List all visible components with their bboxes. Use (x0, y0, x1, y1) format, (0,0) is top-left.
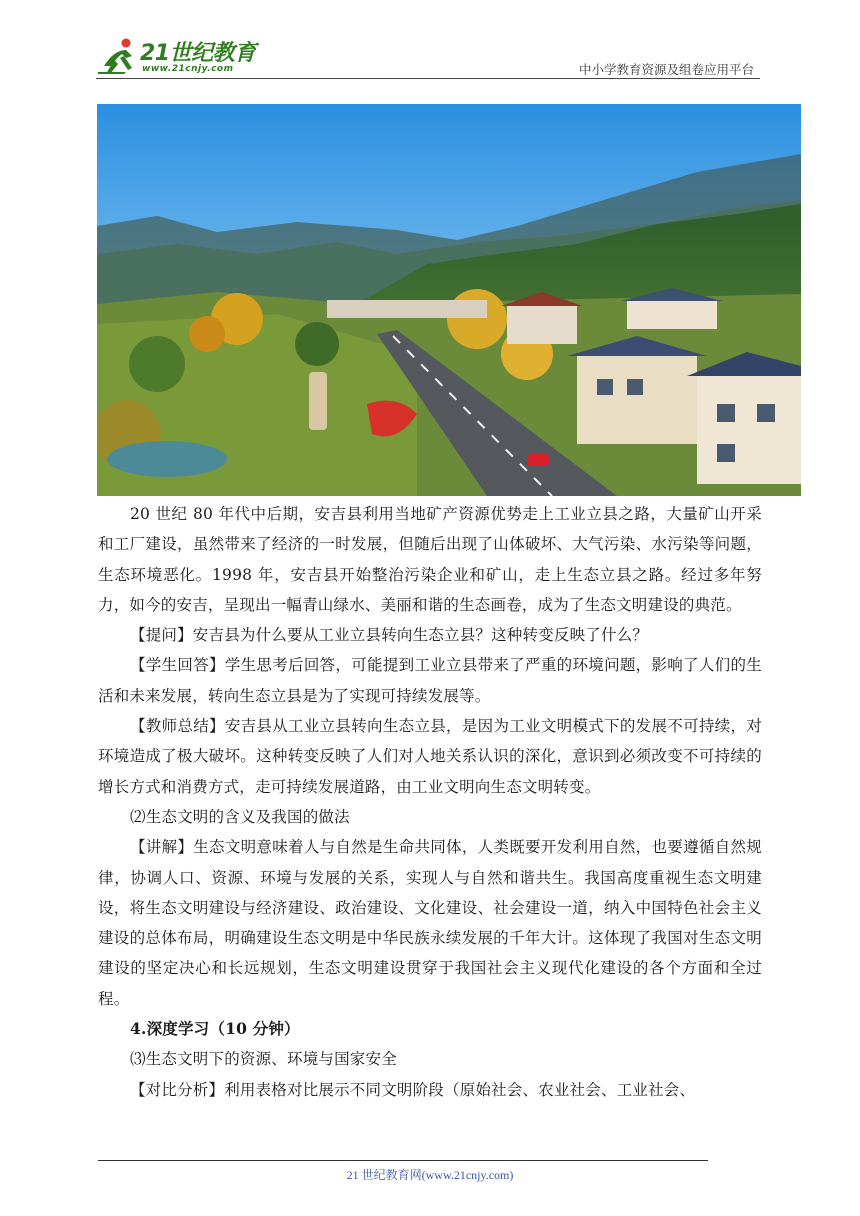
footer-link[interactable]: 21 世纪教育网(www.21cnjy.com) (346, 1168, 514, 1182)
logo-text: 21世纪教育 (140, 41, 256, 66)
page-header (96, 34, 760, 80)
explanation-paragraph: 【讲解】生态文明意味着人与自然是生命共同体，人类既要开发利用自然，也要遵循自然规律，协调人口、资源、环境与发展的关系，实现人与自然和谐共生。我国高度重视生态文明建设，将生态文明建设与经济建设、政治建设、文化建设、社会建设一道，纳入中国特色社会主义建设的总体布局，明确建设生态文明是中华民族永续发展的千年大计。这体现了我国对生态文明建设的坚定决心和长远规划，生态文明建设贯穿于我国社会主义现代化建设的各个方面和全过程。 (98, 838, 762, 1008)
site-logo[interactable] (96, 34, 266, 78)
header-divider (96, 78, 760, 79)
platform-title: 中小学教育资源及组卷应用平台 (578, 62, 754, 77)
runner-logo-icon (96, 36, 140, 76)
logo-url: www.21cnjy.com (142, 64, 234, 74)
teacher-summary-paragraph: 【教师总结】安吉县从工业立县转向生态立县，是因为工业文明模式下的发展不可持续，对环境造成了极大破坏。这种转变反映了人们对人地关系认识的深化，意识到必须改变不可持续的增长方式和消费方式，走可持续发展道路，由工业文明向生态文明转变。 (98, 717, 762, 796)
student-answer-paragraph: 【学生回答】学生思考后回答，可能提到工业立县带来了严重的环境问题，影响了人们的生活和未来发展，转向生态立县是为了实现可持续发展等。 (98, 656, 762, 705)
comparison-paragraph: 【对比分析】利用表格对比展示不同文明阶段（原始社会、农业社会、工业社会、 (130, 1080, 696, 1099)
section-heading-3: ⑶生态文明下的资源、环境与国家安全 (130, 1050, 397, 1069)
section-heading-2: ⑵生态文明的含义及我国的做法 (130, 807, 350, 826)
intro-paragraph: 20 世纪 80 年代中后期，安吉县利用当地矿产资源优势走上工业立县之路，大量矿山开采和工厂建设，虽然带来了经济的一时发展，但随后出现了山体破坏、大气污染、水污染等问题，生态环境恶化。1998 年，安吉县开始整治污染企业和矿山，走上生态立县之路。经过多年努力，如今的安吉，呈现出一幅青山绿水、美丽和谐的生态画卷，成为了生态文明建设的典范。 (98, 505, 762, 614)
question-paragraph: 【提问】安吉县为什么要从工业立县转向生态立县？这种转变反映了什么？ (130, 626, 649, 645)
landscape-photo (97, 104, 801, 496)
deep-learning-heading: 4.深度学习（10 分钟） (130, 1019, 300, 1039)
landscape-photo-icon (97, 104, 801, 496)
footer-divider (98, 1160, 708, 1161)
document-body (98, 499, 762, 1105)
